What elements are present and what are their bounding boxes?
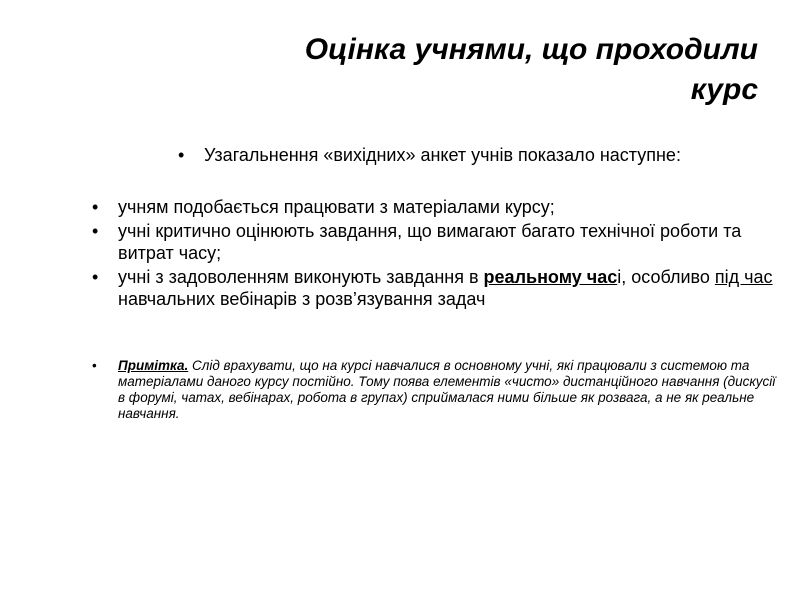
bullet-icon: • [92, 221, 99, 241]
note-block [92, 358, 782, 422]
intro-bullet [178, 144, 681, 166]
intro-text: Узагальнення «вихідних» анкет учнів показало наступне: [204, 145, 681, 165]
emphasized-text: реальному час [483, 267, 618, 287]
title-line-2: курс [690, 73, 758, 106]
note-text: Слід врахувати, що на курсі навчалися в основному учні, які працювали з системою та матеріалами даного курсу постійно. Тому поява елементів «чисто» дистанційного навчання (дискусії в форумі, чатах, вебінарах, робота в групах) сприймалася ними більше як розвага, а не як реальне навчання. [118, 358, 776, 421]
text-segment: учні з задоволенням виконують завдання в [118, 267, 484, 287]
list-item-text: учні критично оцінюють завдання, що вимагают багато технічної роботи та витрат часу; [118, 221, 742, 263]
list-item-text [118, 267, 773, 309]
underlined-text: під час [714, 267, 773, 287]
list-item [92, 220, 792, 264]
list-item [92, 266, 792, 310]
findings-list [92, 196, 792, 312]
bullet-icon: • [178, 145, 185, 165]
text-segment: навчальних вебінарів з розв’язування задач [118, 289, 486, 309]
note-label: Примітка. [118, 358, 189, 373]
title-line-1: Оцінка учнями, що проходили [304, 33, 758, 66]
bullet-icon: • [92, 358, 97, 373]
list-item [92, 196, 792, 218]
bullet-icon: • [92, 267, 99, 287]
slide-title [180, 30, 758, 110]
text-segment: і [617, 267, 622, 287]
bullet-icon: • [92, 197, 99, 217]
text-segment: , особливо [621, 267, 715, 287]
list-item-text: учням подобається працювати з матеріалами курсу; [118, 197, 555, 217]
note-body [92, 358, 782, 422]
